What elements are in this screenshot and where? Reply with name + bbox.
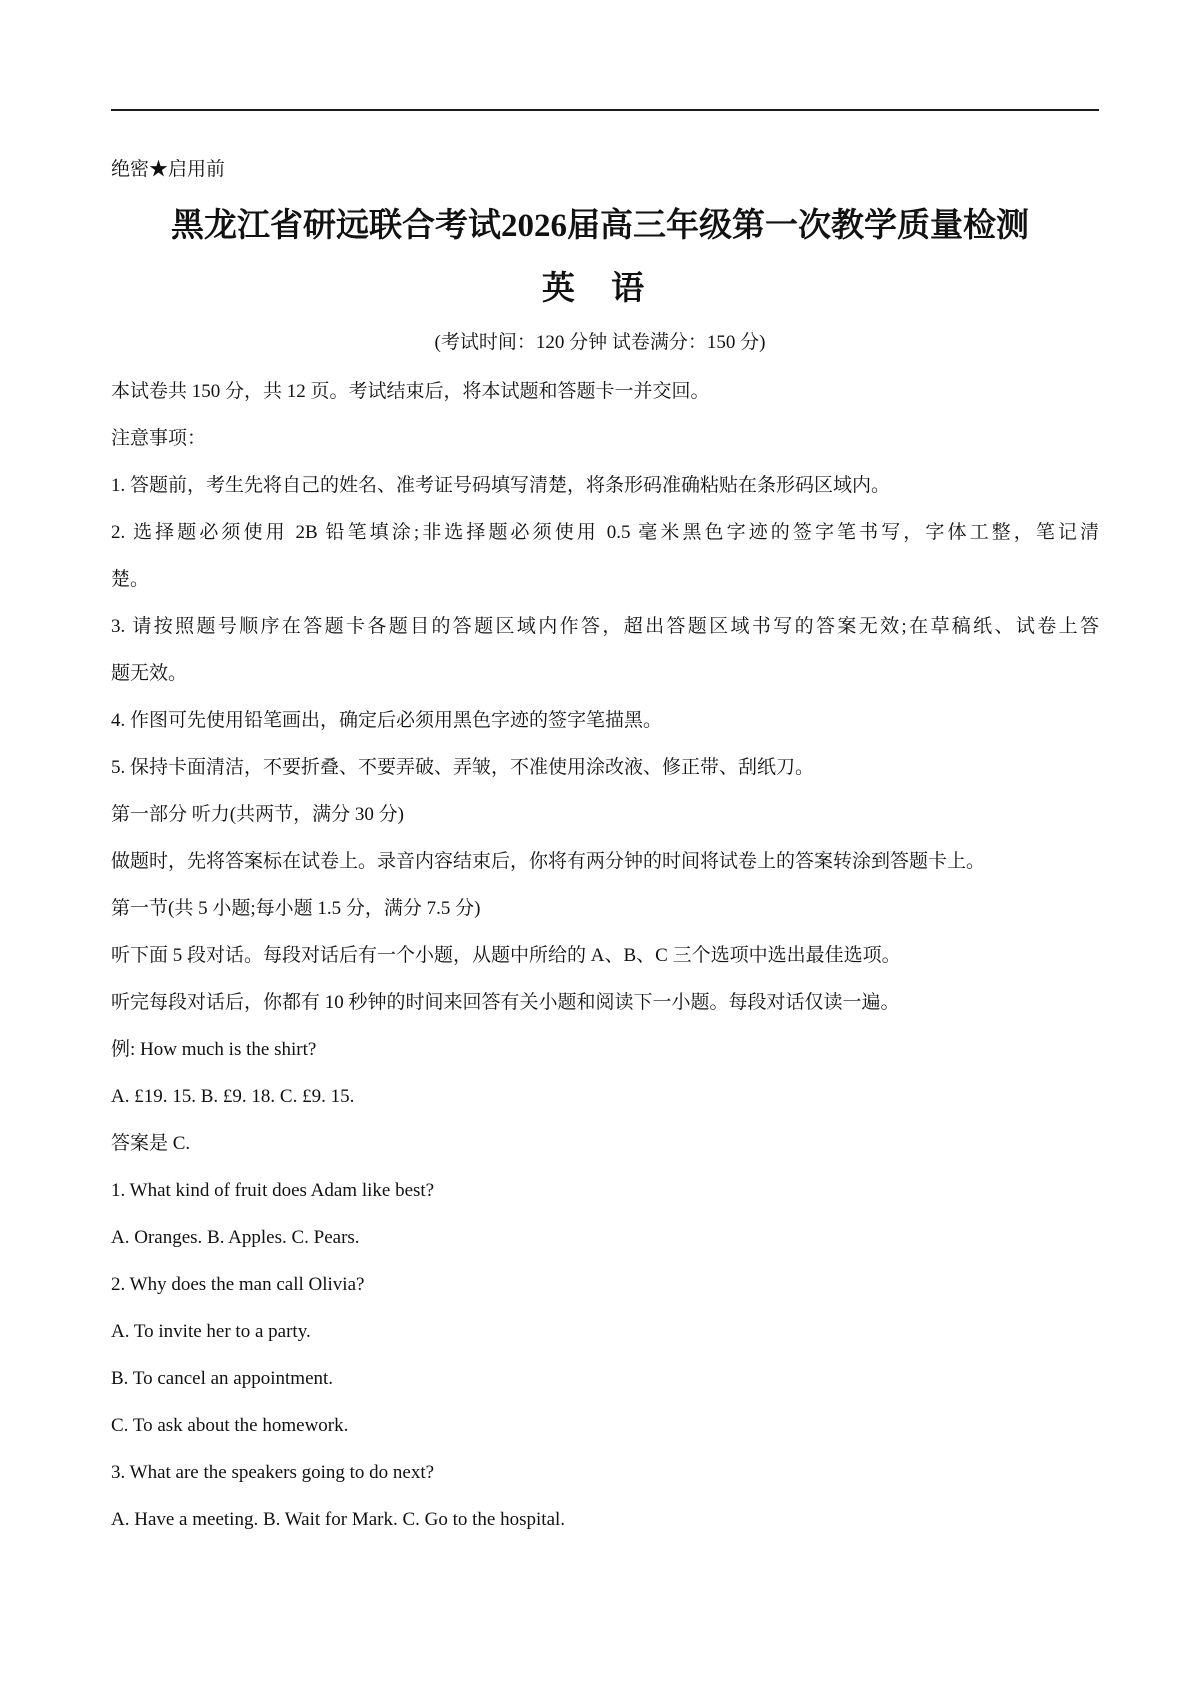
note-item-continuation: 题无效。 xyxy=(111,663,188,684)
question-2-option-b: B. To cancel an appointment. xyxy=(111,1368,334,1389)
question-2-option-c: C. To ask about the homework. xyxy=(111,1415,349,1436)
part1-heading: 第一部分 听力(共两节，满分 30 分) xyxy=(111,804,404,825)
confidential-label: 绝密★启用前 xyxy=(111,159,226,180)
notes-heading: 注意事项： xyxy=(111,428,207,449)
part1-instruction: 做题时，先将答案标在试卷上。录音内容结束后，你将有两分钟的时间将试卷上的答案转涂到答题卡上。 xyxy=(111,851,986,872)
header-rule xyxy=(111,109,1099,111)
question-1: 1. What kind of fruit does Adam like best? xyxy=(111,1180,435,1201)
subject-title: 英 语 xyxy=(541,271,659,307)
section1-instruction: 听完每段对话后，你都有 10 秒钟的时间来回答有关小题和阅读下一小题。每段对话仅读一遍。 xyxy=(111,992,900,1013)
note-item: 2. 选择题必须使用 2B 铅笔填涂;非选择题必须使用 0.5 毫米黑色字迹的签字笔书写，字体工整，笔记清 xyxy=(111,522,1099,543)
note-item: 5. 保持卡面清洁，不要折叠、不要弄破、弄皱，不准使用涂改液、修正带、刮纸刀。 xyxy=(111,757,815,778)
note-item-continuation: 楚。 xyxy=(111,569,150,590)
question-2-option-a: A. To invite her to a party. xyxy=(111,1321,311,1342)
example-options: A. £19. 15. B. £9. 18. C. £9. 15. xyxy=(111,1086,355,1107)
note-item: 3. 请按照题号顺序在答题卡各题目的答题区域内作答，超出答题区域书写的答案无效;在草稿纸、试卷上答 xyxy=(111,616,1099,637)
section1-instruction: 听下面 5 段对话。每段对话后有一个小题，从题中所给的 A、B、C 三个选项中选出最佳选项。 xyxy=(111,945,901,966)
question-3: 3. What are the speakers going to do next? xyxy=(111,1462,435,1483)
question-3-options: A. Have a meeting. B. Wait for Mark. C. Go to the hospital. xyxy=(111,1509,566,1530)
note-item: 1. 答题前，考生先将自己的姓名、准考证号码填写清楚，将条形码准确粘贴在条形码区域内。 xyxy=(111,475,891,496)
exam-title: 黑龙江省研远联合考试2026届高三年级第一次教学质量检测 xyxy=(171,208,1029,244)
example-question: 例: How much is the shirt? xyxy=(111,1039,317,1060)
question-2: 2. Why does the man call Olivia? xyxy=(111,1274,365,1295)
section1-heading: 第一节(共 5 小题;每小题 1.5 分，满分 7.5 分) xyxy=(111,898,481,919)
intro-text: 本试卷共 150 分，共 12 页。考试结束后，将本试题和答题卡一并交回。 xyxy=(111,381,710,402)
exam-time-note: (考试时间：120 分钟 试卷满分：150 分) xyxy=(434,332,766,353)
note-item: 4. 作图可先使用铅笔画出，确定后必须用黑色字迹的签字笔描黑。 xyxy=(111,710,663,731)
question-1-options: A. Oranges. B. Apples. C. Pears. xyxy=(111,1227,360,1248)
example-answer: 答案是 C. xyxy=(111,1133,191,1154)
